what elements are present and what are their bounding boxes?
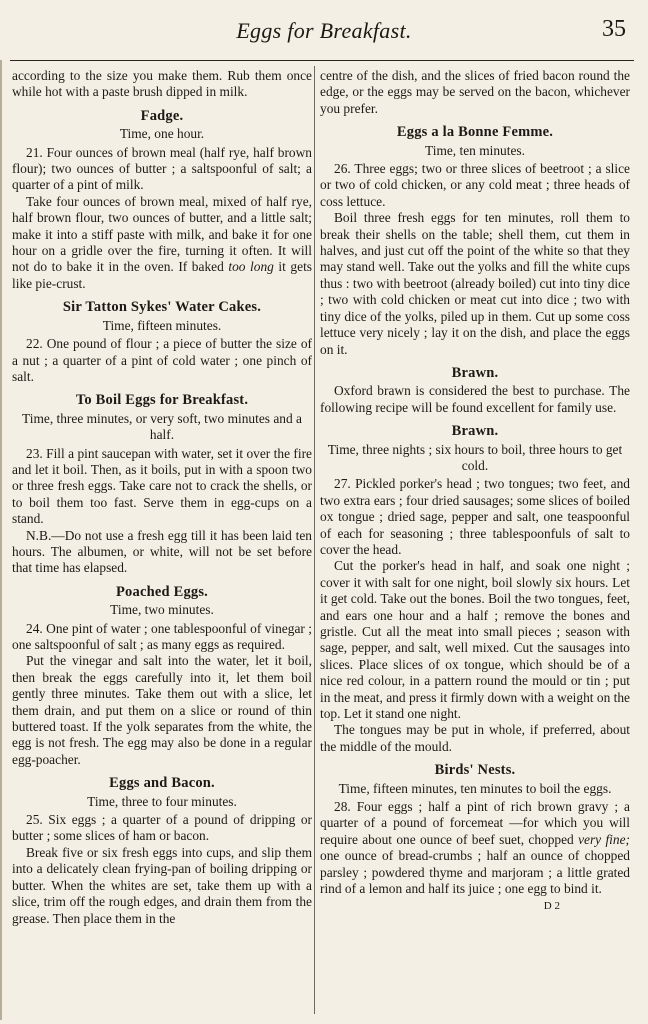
recipe-time: Time, three nights ; six hours to boil, three hours to get cold. (327, 441, 623, 473)
recipe-title-bacon: Eggs and Bacon. (109, 775, 215, 792)
recipe-title-poached: Poached Eggs. (115, 583, 209, 600)
recipe-time: Time, three minutes, or very soft, two minutes and a half. (22, 410, 302, 443)
signature-mark: D 2 (543, 899, 560, 912)
paragraph: 21. Four ounces of brown meal (half rye, half brown flour); two ounces of butter ; a saltspoonful of salt; a quarter of a pint of milk. (12, 144, 312, 193)
recipe-title-fadge: Fadge. (140, 107, 184, 124)
paragraph: 25. Six eggs ; a quarter of a pound of dripping or butter ; some slices of ham or bacon. (12, 812, 312, 844)
recipe-title-bonne-femme: Eggs a la Bonne Femme. (396, 124, 554, 141)
emphasis-text: too long (228, 259, 274, 275)
recipe-time: Time, two minutes. (110, 602, 214, 618)
recipe-time: Time, fifteen minutes, ten minutes to boil the eggs. (338, 780, 612, 796)
left-column (12, 68, 312, 927)
text-run: 28. Four eggs ; half a pint of rich brown gravy ; a quarter of a pound of forcemeat —for which you will require about one ounce of beef suet, chopped (320, 799, 630, 847)
recipe-title-boil-eggs: To Boil Eggs for Breakfast. (75, 392, 249, 409)
recipe-time: Time, three to four minutes. (87, 793, 237, 809)
paragraph: 27. Pickled porker's head ; two tongues; two feet, and two extra ears ; four dried sausages; some slices of boiled ox tongue ; dried sage, pepper and salt, one teaspoonful of each for seasoning ; three tablespoonfuls of salt to cover the head. (320, 476, 630, 557)
header-rule (10, 60, 634, 61)
paragraph: Break five or six fresh eggs into cups, and slip them into a delicately clean frying-pan of boiling dripping or butter. When the whites are set, take them up with a slice, trim off the rough edges, and drain them from the grease. Then place them in the (12, 844, 312, 926)
paragraph: 24. One pint of water ; one tablespoonful of vinegar ; one saltspoonful of salt ; as many eggs as required. (12, 620, 312, 652)
recipe-time: Time, one hour. (119, 126, 205, 142)
running-title: Eggs for Breakfast. (236, 18, 412, 43)
text-run: one ounce of bread-crumbs ; half an ounce of chopped parsley ; powdered thyme and marjoram ; a little grated rind of a lemon and half its juice ; one egg to bind it. (320, 848, 630, 897)
page-edge (0, 60, 2, 1020)
paragraph: Boil three fresh eggs for ten minutes, roll them to break their shells on the table; shell them, cut them in halves, and just cut off the point of the white so that they may stand well. Take out the yolks and fill the white cups thus : two with beetroot (already boiled) cut into tiny dice ; two with cold chicken or meat cut into dice ; two with tiny dice of the yolks, piled up in them. Cut up some coss lettuce very nicely ; lay it on the dish, and place the eggs on it. (320, 210, 630, 357)
paragraph (320, 799, 630, 897)
recipe-title-sykes: Sir Tatton Sykes' Water Cakes. (62, 299, 262, 316)
paragraph: Put the vinegar and salt into the water, let it boil, then break the eggs carefully into it, let them boil gently three minutes. Take them out with a slice, let them drain, and put them on a slice or round of thin buttered toast. If the yolk separates from the white, the egg is not fresh. The egg may also be done in a regular egg-poacher. (12, 653, 312, 767)
column-divider (314, 66, 315, 1014)
recipe-title-brawn-recipe: Brawn. (451, 423, 499, 440)
paragraph: 26. Three eggs; two or three slices of beetroot ; a slice or two of cold chicken, or any cold meat ; three heads of coss lettuce. (320, 161, 630, 209)
paragraph: 22. One pound of flour ; a piece of butter the size of a nut ; a quarter of a pint of cold water ; one pinch of salt. (12, 336, 312, 384)
paragraph: The tongues may be put in whole, if preferred, about the middle of the mould. (320, 722, 630, 754)
emphasis-text: very fine; (578, 831, 630, 847)
right-column (320, 68, 630, 914)
recipe-title-birds-nests: Birds' Nests. (434, 762, 516, 779)
text-run: Take four ounces of brown meal, mixed of half rye, half brown flour, two ounces of butter, and a little salt; make it into a stiff paste with milk, and bake it for one hour on a gridle over the fire, turning it often. It will not do to bake it in the oven. If baked (12, 193, 312, 275)
paragraph: Oxford brawn is considered the best to purchase. The following recipe will be found excellent for family use. (320, 383, 630, 415)
paragraph: Cut the porker's head in half, and soak one night ; cover it with salt for one night, boil slowly six hours. Let it get cold. Take out the bones. Boil the two tongues, feet, and ears one hour and a half ; remove the bones and gristle. Cut all the meat into small pieces ; season with sage, pepper, and salt, well mixed. Cut the sausages into slices. Place slices of ox tongue, which should be of a nice red colour, in a pattern round the mould or tin ; put in the meat, and press it firmly down with a weight on the top. Let it stand one night. (320, 558, 630, 722)
paragraph: 23. Fill a pint saucepan with water, set it over the fire and let it boil. Then, as it boils, put in with a spoon two or three fresh eggs. Take care not to crack the shells, or to boil them too fast. Serve them in egg-cups on a stand. (12, 445, 312, 527)
paragraph (12, 194, 312, 292)
text-run: it gets like pie-crust. (12, 259, 312, 291)
recipe-time: Time, ten minutes. (425, 142, 525, 158)
paragraph: centre of the dish, and the slices of fried bacon round the edge, or the eggs may be served on the bacon, whichever you prefer. (320, 68, 630, 116)
page-number: 35 (602, 16, 626, 42)
recipe-time: Time, fifteen minutes. (102, 317, 222, 333)
recipe-title-brawn: Brawn. (451, 364, 499, 381)
paragraph: N.B.—Do not use a fresh egg till it has been laid ten hours. The albumen, or white, will not be set before that time has elapsed. (12, 527, 312, 576)
paragraph: according to the size you make them. Rub them once while hot with a paste brush dipped in milk. (12, 68, 312, 100)
